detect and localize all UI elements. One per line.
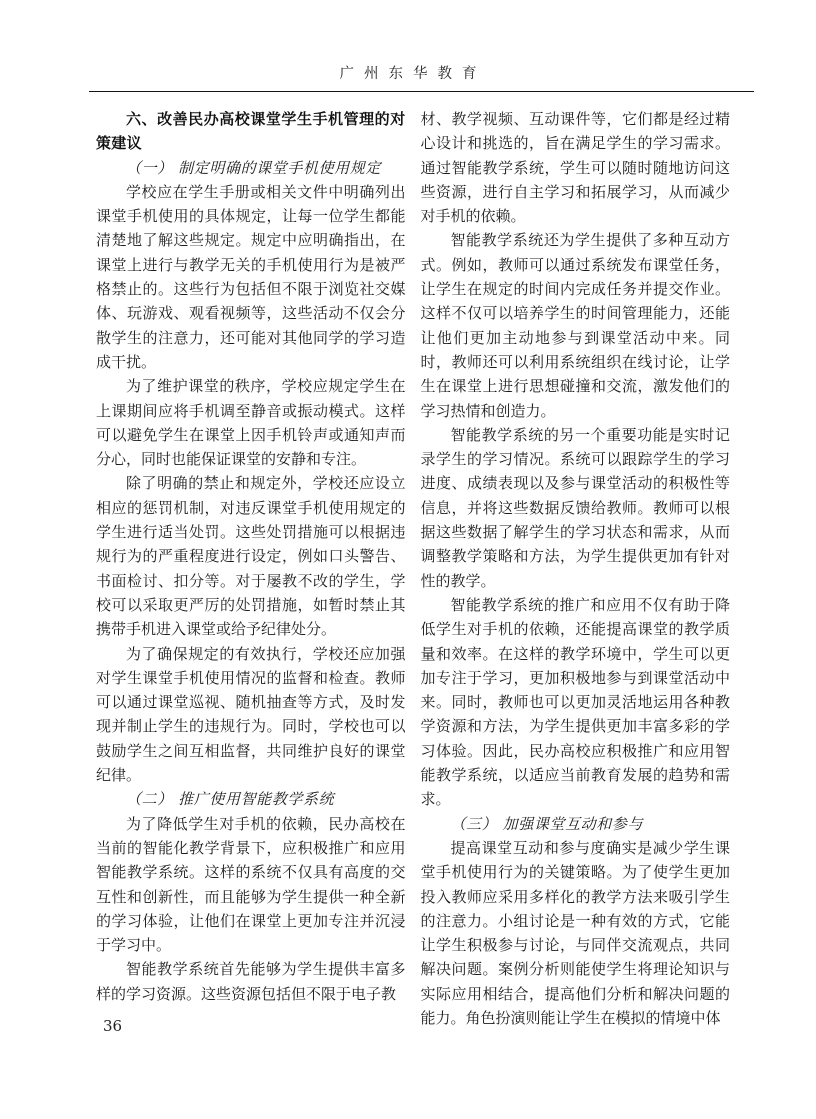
body-paragraph: 智能教学系统首先能够为学生提供丰富多样的学习资源。这些资源包括但不限于电子教 [96, 960, 406, 1003]
body-paragraph: 智能教学系统还为学生提供了多种互动方式。例如，教师可以通过系统发布课堂任务，让学生在规定的时间内完成任务并提交作业。这样不仅可以培养学生的时间管理能力，还能让他们更加主动地参与到课堂活动中来。同时，教师还可以利用系统组织在线讨论，让学生在课堂上进行思想碰撞和交流，激发他们的学习热情和创造力。 [420, 231, 730, 420]
body-paragraph: 为了确保规定的有效执行，学校还应加强对学生课堂手机使用情况的监督和检查。教师可以通过课堂巡视、随机抽查等方式，及时发现并制止学生的违规行为。同时，学校也可以鼓励学生之间互相监督，共同维护良好的课堂纪律。 [96, 644, 406, 785]
header-divider-rule [89, 91, 754, 92]
section-heading: 六、改善民办高校课堂学生手机管理的对策建议 [96, 110, 406, 153]
body-paragraph: 提高课堂互动和参与度确实是减少学生课堂手机使用行为的关键策略。为了使学生更加投入教师应采用多样化的教学方法来吸引学生的注意力。小组讨论是一种有效的方式，它能让学生积极参与讨论，与同伴交流观点，共同解决问题。案例分析则能使学生将理论知识与实际应用相结合，提高他们分析和解决问题的能力。角色扮演则能让学生在模拟的情境中体 [420, 838, 730, 1027]
subsection-heading: （一） 制定明确的课堂手机使用规定 [126, 158, 381, 177]
body-paragraph: 智能教学系统的推广和应用不仅有助于降低学生对手机的依赖，还能提高课堂的教学质量和效率。在这样的教学环境中，学生可以更加专注于学习，更加积极地参与到课堂活动中来。同时，教师也可以更加灵活地运用各种教学资源和方法，为学生提供更加丰富多彩的学习体验。因此，民办高校应积极推广和应用智能教学系统，以适应当前教育发展的趋势和需求。 [420, 595, 730, 809]
page-number: 36 [103, 1017, 123, 1035]
body-paragraph: 智能教学系统的另一个重要功能是实时记录学生的学习情况。系统可以跟踪学生的学习进度、成绩表现以及参与课堂活动的积极性等信息，并将这些数据反馈给教师。教师可以根据这些数据了解学生的学习状态和需求，从而调整教学策略和方法，为学生提供更加有针对性的教学。 [420, 425, 730, 590]
body-paragraph: 为了维护课堂的秩序，学校应规定学生在上课期间应将手机调至静音或振动模式。这样可以避免学生在课堂上因手机铃声或通知声而分心，同时也能保证课堂的安静和专注。 [96, 377, 406, 469]
page-header-title: 广州东华教育 [339, 66, 487, 82]
page-body [96, 107, 730, 1030]
subsection-heading: （三） 加强课堂互动和参与 [450, 814, 644, 833]
body-paragraph: 除了明确的禁止和规定外，学校还应设立相应的惩罚机制，对违反课堂手机使用规定的学生进行适当处罚。这些处罚措施可以根据违规行为的严重程度进行设定，例如口头警告、书面检讨、扣分等。对于屡教不改的学生，学校可以采取更严厉的处罚措施，如暂时禁止其携带手机进入课堂或给予纪律处分。 [96, 474, 406, 639]
right-column [421, 107, 731, 1030]
subsection-heading: （二） 推广使用智能教学系统 [126, 790, 335, 809]
body-paragraph: 为了降低学生对手机的依赖，民办高校在当前的智能化教学背景下，应积极推广和应用智能教学系统。这样的系统不仅具有高度的交互性和创新性，而且能够为学生提供一种全新的学习体验，让他们在课堂上更加专注并沉浸于学习中。 [96, 814, 406, 955]
body-paragraph: 材、教学视频、互动课件等，它们都是经过精心设计和挑选的，旨在满足学生的学习需求。通过智能教学系统，学生可以随时随地访问这些资源，进行自主学习和拓展学习，从而减少对手机的依赖。 [420, 110, 730, 226]
body-paragraph: 学校应在学生手册或相关文件中明确列出课堂手机使用的具体规定，让每一位学生都能清楚地了解这些规定。规定中应明确指出，在课堂上进行与教学无关的手机使用行为是被严格禁止的。这些行为包括但不限于浏览社交媒体、玩游戏、观看视频等，这些活动不仅会分散学生的注意力，还可能对其他同学的学习造成干扰。 [96, 182, 406, 371]
left-column [96, 107, 406, 1030]
